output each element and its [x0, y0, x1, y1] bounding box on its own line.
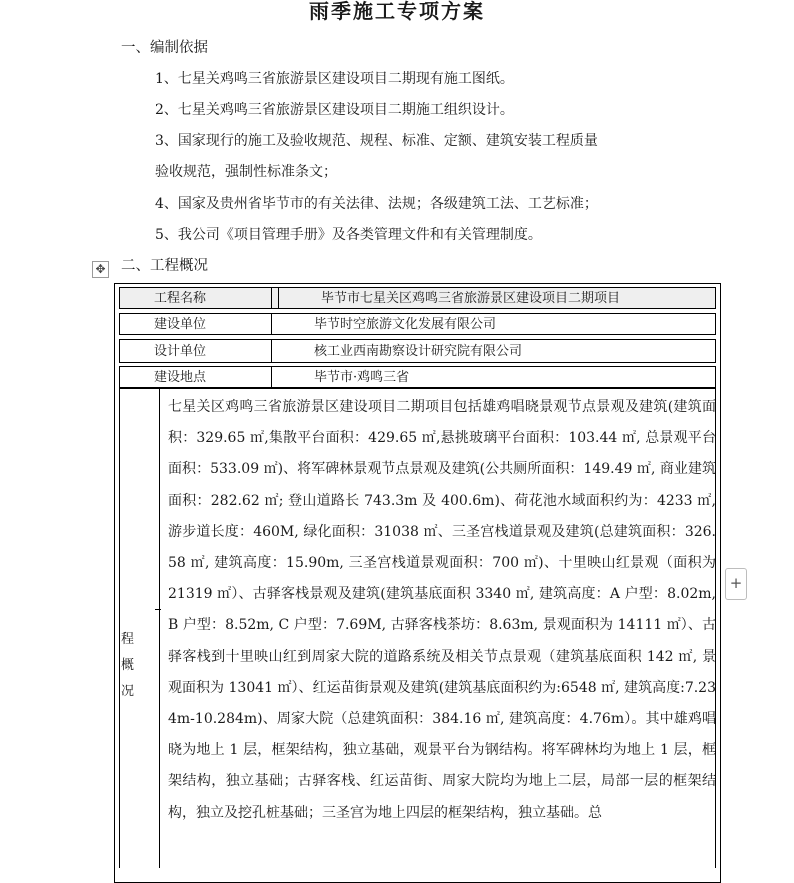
table-key-cell: 设计单位	[120, 340, 272, 362]
table-row-owner	[119, 313, 716, 335]
table-key-cell: 建设单位	[120, 314, 272, 334]
table-key-cell: 工程名称	[120, 288, 272, 308]
table-value-cell: 核工业西南勘察设计研究院有限公司	[314, 344, 523, 359]
overview-label: 程概况	[121, 632, 135, 699]
overview-description: 七星关区鸡鸣三省旅游景区建设项目二期项目包括雄鸡唱晓景观节点景观及建筑(建筑面积：329.65 ㎡,集散平台面积：429.65 ㎡,悬挑玻璃平台面积：103.44 ㎡, 总景观平台面积：533.09 ㎡)、将军碑林景观节点景观及建筑(公共厕所面积：149.49 ㎡, 商业建筑面积：282.62 ㎡; 登山道路长 743.3m 及 400.6m)、荷花池水域面积约为：4233 ㎡, 游步道长度：460M, 绿化面积：31038 ㎡、三圣宫栈道景观及建筑(总建筑面积：326.58 ㎡, 建筑高度：15.90m, 三圣宫栈道景观面积：700 ㎡)、十里映山红景观（面积为 21319 ㎡）、古驿客栈景观及建筑(建筑基底面积 3340 ㎡, 建筑高度：A 户型：8.02m, B 户型：8.52m, C 户型：7.69M, 古驿客栈茶坊：8.63m, 景观面积为 14111 ㎡）、古驿客栈到十里映山红到周家大院的道路系统及相关节点景观（建筑基底面积 142 ㎡, 景观面积为 13041 ㎡）、红运苗街景观及建筑(建筑基底面积约为:6548 ㎡, 建筑高度:7.234m-10.284m)、周家大院（总建筑面积：384.16 ㎡, 建筑高度：4.76m）。其中雄鸡唱晓为地上 1 层，框架结构，独立基础，观景平台为钢结构。将军碑林均为地上 1 层，框架结构，独立基础；古驿客栈、红运苗街、周家大院均为地上二层，局部一层的框架结构，独立及挖孔桩基础；三圣宫为地上四层的框架结构，独立基础。总	[168, 399, 716, 821]
add-row-button[interactable]: +	[725, 568, 747, 600]
basis-item-4: 4、国家及贵州省毕节市的有关法律、法规；各级建筑工法、工艺标准；	[155, 196, 598, 212]
section-heading-overview: 二、工程概况	[121, 258, 208, 274]
table-value-cell: 毕节时空旅游文化发展有限公司	[314, 317, 497, 332]
document-title: 雨季施工专项方案	[309, 0, 485, 23]
table-key-cell: 建设地点	[120, 367, 272, 387]
table-row-location	[119, 366, 716, 388]
basis-item-3: 3、国家现行的施工及验收规范、规程、标准、定额、建筑安装工程质量	[155, 133, 598, 149]
basis-item-3-cont: 验收规范，强制性标准条文；	[155, 164, 337, 180]
table-row-designer	[119, 339, 716, 363]
section-heading-basis: 一、编制依据	[121, 40, 208, 56]
table-row-project-name	[119, 287, 716, 309]
table-value-cell: 毕节市·鸡鸣三省	[314, 370, 410, 385]
table-move-handle-icon[interactable]: ✥	[92, 261, 109, 278]
table-value-cell: 毕节市七星关区鸡鸣三省旅游景区建设项目二期项目	[278, 288, 715, 308]
cell-tick-mark	[155, 609, 161, 610]
basis-item-1: 1、七星关鸡鸣三省旅游景区建设项目二期现有施工图纸。	[155, 71, 514, 87]
basis-item-2: 2、七星关鸡鸣三省旅游景区建设项目二期施工组织设计。	[155, 102, 514, 118]
basis-item-5: 5、我公司《项目管理手册》及各类管理文件和有关管理制度。	[155, 227, 542, 243]
